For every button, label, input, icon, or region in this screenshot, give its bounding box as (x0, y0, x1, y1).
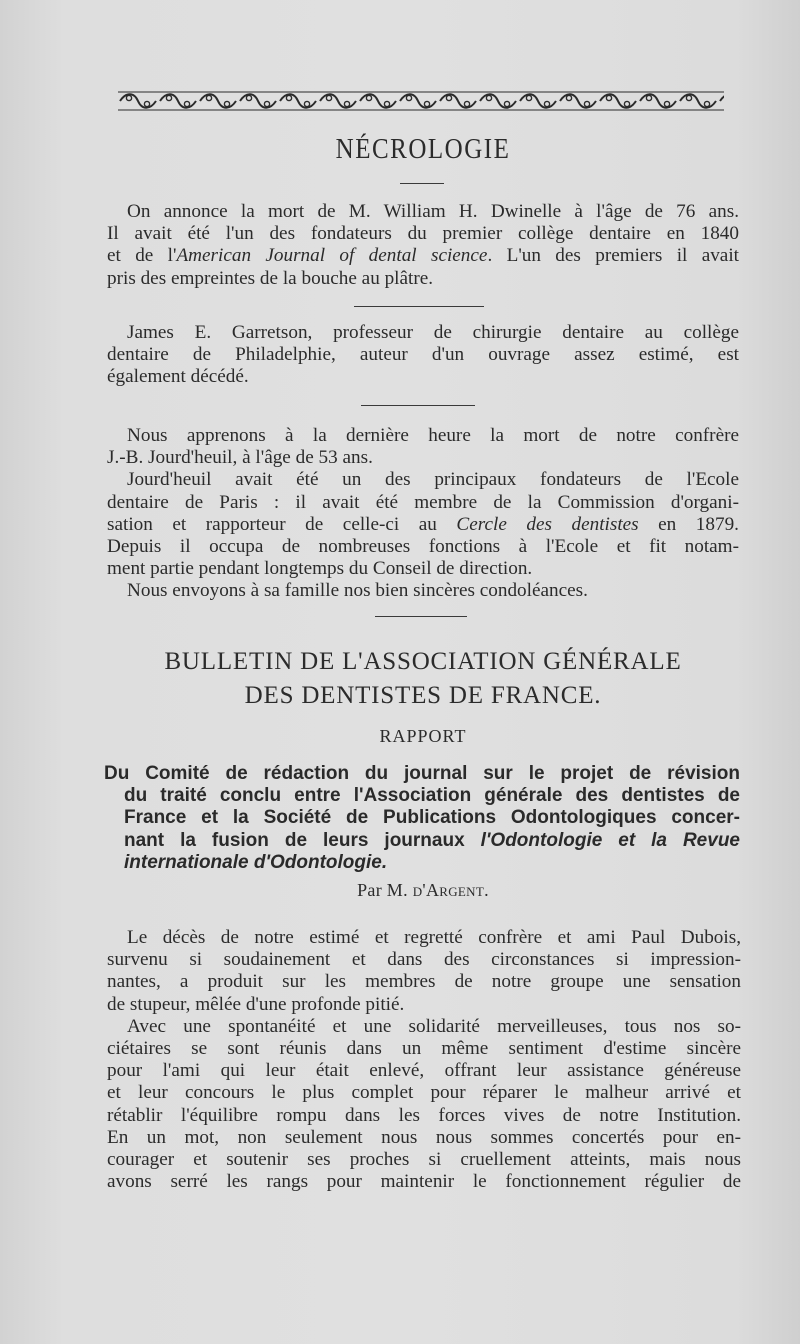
text-line: du traité conclu entre l'Association générale des dentistes de (124, 785, 740, 807)
ornament-curl (406, 95, 411, 100)
ornament-scroll (600, 94, 636, 108)
text-line: France et la Société de Publications Odontologiques concer- (124, 807, 740, 829)
text-line: pris des empreintes de la bouche au plâtre. (107, 267, 434, 289)
ornament-scroll (480, 94, 516, 108)
ornament-curl (326, 95, 331, 100)
ornament-scroll (640, 94, 676, 108)
text-line: Avec une spontanéité et une solidarité merveilleuses, tous nos so- (127, 1015, 741, 1037)
ornament-curl (344, 101, 349, 106)
section-divider (354, 306, 484, 307)
bulletin-title-line-2: DES DENTISTES DE FRANCE. (244, 682, 602, 709)
text-line: survenu si soudainement et dans des circonstances si impression- (107, 949, 741, 971)
ornament-curl (246, 95, 251, 100)
ornament-scroll (360, 94, 396, 108)
ornament-curl (606, 95, 611, 100)
ornament-scroll (120, 94, 156, 108)
ornament-curl (446, 95, 451, 100)
text-line: pour l'ami qui leur était enlevé, offrant leur assistance généreuse (107, 1060, 741, 1082)
cercle-des-dentistes-italic: Cercle des dentistes (456, 513, 639, 535)
ornament-curl (264, 101, 269, 106)
author-name: d'Argent. (412, 880, 489, 900)
ornament-scroll (320, 94, 356, 108)
text-line: On annonce la mort de M. William H. Dwinelle à l'âge de 76 ans. (127, 201, 739, 222)
committee-heading (104, 763, 740, 874)
ornament-curl (704, 101, 709, 106)
text-line: ciétaires se sont réunis dans un même sentiment d'estime sincère (107, 1037, 741, 1059)
ornament-curl (686, 95, 691, 100)
text-line: dentaire de Philadelphie, auteur d'un ouvrage assez estimé, est (107, 344, 739, 366)
text-segment: sation et rapporteur de celle-ci au (107, 513, 457, 535)
text-line (104, 830, 740, 852)
ornament-curl (384, 101, 389, 106)
text-line (107, 514, 739, 536)
text-line: James E. Garretson, professeur de chirurgie dentaire au collège (127, 322, 739, 343)
journal-names-italic: l'Odontologie et la Revue (480, 829, 740, 851)
ornament-curl (424, 101, 429, 106)
text-line: de stupeur, mêlée d'une profonde pitié. (107, 993, 405, 1015)
text-line (107, 245, 739, 267)
ornament-curl (624, 101, 629, 106)
paragraph-garretson (107, 322, 739, 389)
ornament-curl (184, 101, 189, 106)
section-divider (361, 405, 475, 406)
ornament-scroll (280, 94, 316, 108)
ornament-curl (664, 101, 669, 106)
ornament-curl (646, 95, 651, 100)
ornament-curl (144, 101, 149, 106)
text-line: nantes, a produit sur les membres de notre groupe une sensation (107, 971, 741, 993)
text-line: et leur concours le plus complet pour réparer le malheur arrivé et (107, 1082, 741, 1104)
ornament-curl (366, 95, 371, 100)
ornament-curl (584, 101, 589, 106)
ornament-curl (304, 101, 309, 106)
text-line: courager et soutenir ses proches si cruellement atteints, mais nous (107, 1148, 741, 1170)
rapport-heading: RAPPORT (379, 726, 467, 746)
text-line: Nous apprenons à la dernière heure la mort de notre confrère (127, 425, 739, 446)
ornament-curl (286, 95, 291, 100)
ornament-band-icon (118, 90, 724, 112)
ornament-curl (224, 101, 229, 106)
ornament-curl (566, 95, 571, 100)
ornament-scroll (440, 94, 476, 108)
paragraph-jourdheuil (107, 425, 739, 603)
journal-title-italic: American Journal of dental science (176, 245, 488, 267)
text-line: Du Comité de rédaction du journal sur le projet de révision (104, 763, 740, 784)
text-line: dentaire de Paris : il avait été membre de la Commission d'organi- (107, 491, 739, 513)
paragraph-dubois (107, 927, 741, 1193)
text-line: rétablir l'équilibre rompu dans les forces vives de notre Institution. (107, 1104, 741, 1126)
ornament-scroll (240, 94, 276, 108)
text-segment: nant la fusion de leurs journaux (124, 829, 481, 851)
ornament-curl (486, 95, 491, 100)
ornament-curl (206, 95, 211, 100)
author-prefix: Par M. (357, 880, 413, 900)
text-line: Jourd'heuil avait été un des principaux fondateurs de l'Ecole (127, 469, 739, 491)
section-divider (375, 616, 467, 617)
text-line: avons serré les rangs pour maintenir le fonctionnement régulier de (107, 1171, 741, 1193)
necrologie-title: NÉCROLOGIE (335, 134, 511, 166)
bulletin-title-line-1: BULLETIN DE L'ASSOCIATION GÉNÉRALE (164, 648, 682, 675)
text-line: Le décès de notre estimé et regretté confrère et ami Paul Dubois, (127, 927, 741, 948)
ornament-curl (544, 101, 549, 106)
ornament-scroll (720, 94, 724, 108)
ornament-scroll (520, 94, 556, 108)
ornament-curl (126, 95, 131, 100)
text-segment: en 1879. (638, 513, 739, 535)
ornament-scroll (680, 94, 716, 108)
ornament-scroll (560, 94, 596, 108)
ornament-curl (504, 101, 509, 106)
decorative-header-ornament (118, 90, 724, 112)
author-line (0, 880, 800, 901)
text-line: J.-B. Jourd'heuil, à l'âge de 53 ans. (107, 447, 373, 469)
text-segment: . L'un des premiers il avait (487, 245, 739, 267)
text-segment: et de l' (107, 245, 177, 267)
ornament-scroll (400, 94, 436, 108)
ornament-scroll (160, 94, 196, 108)
ornament-scroll (200, 94, 236, 108)
ornament-curl (526, 95, 531, 100)
text-line: Nous envoyons à sa famille nos bien sincères condoléances. (127, 580, 588, 602)
journal-names-italic: internationale d'Odontologie. (124, 851, 388, 873)
text-line: ment partie pendant longtemps du Conseil de direction. (107, 558, 533, 580)
paragraph-dwinelle (107, 201, 739, 290)
ornament-curl (464, 101, 469, 106)
text-line: Il avait été l'un des fondateurs du premier collège dentaire en 1840 (107, 223, 739, 245)
text-line (104, 852, 740, 874)
title-divider (400, 183, 444, 184)
text-line: En un mot, non seulement nous nous sommes concertés pour en- (107, 1126, 741, 1148)
text-line: également décédé. (107, 366, 249, 388)
ornament-curl (166, 95, 171, 100)
text-line: Depuis il occupa de nombreuses fonctions à l'Ecole et fit notam- (107, 535, 739, 557)
